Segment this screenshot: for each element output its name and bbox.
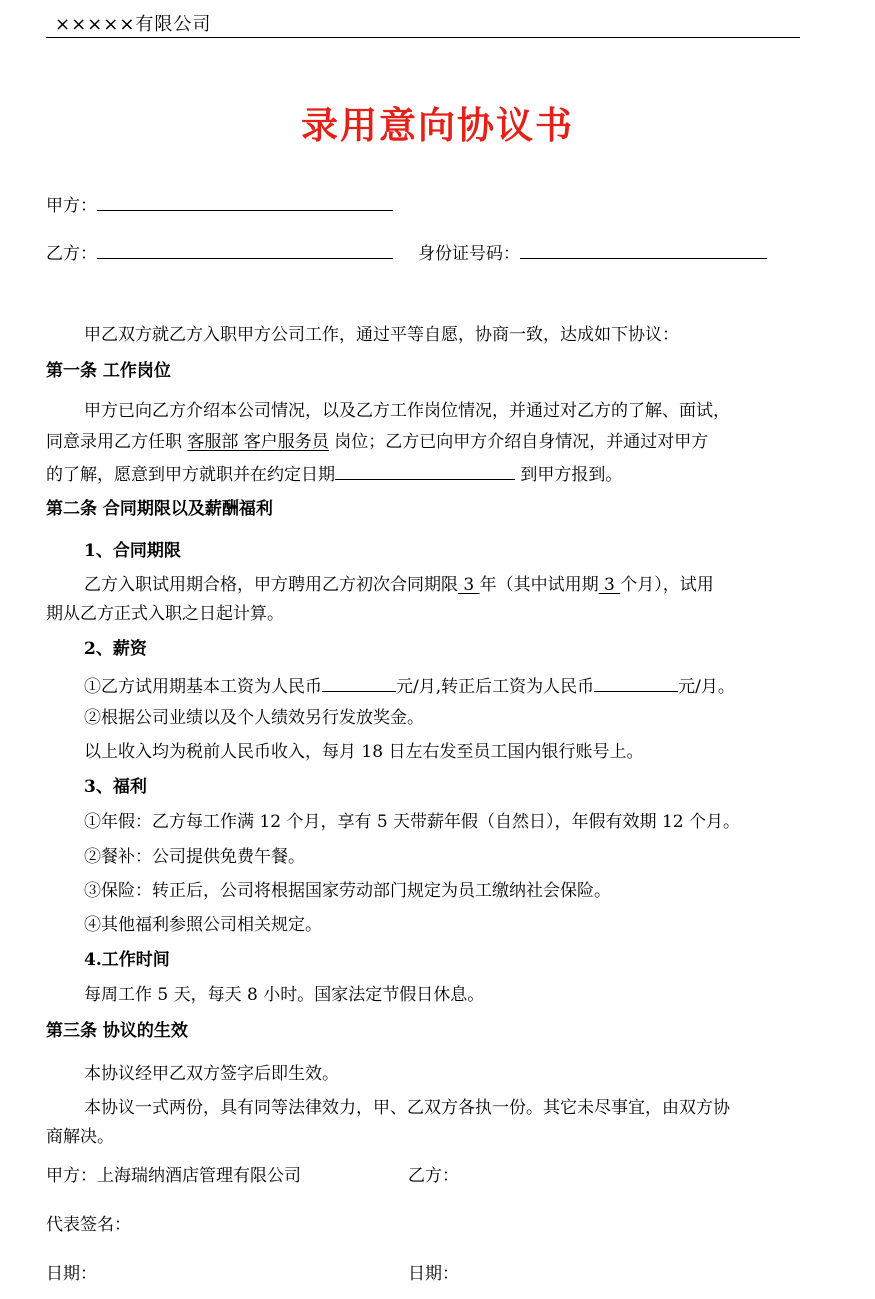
id-number-row xyxy=(418,240,767,265)
article1-line1: 甲方已向乙方介绍本公司情况，以及乙方工作岗位情况，并通过对乙方的了解、面试， xyxy=(84,401,730,421)
salary-line3: 以上收入均为税前人民币收入，每月 18 日左右发至员工国内银行账号上。 xyxy=(84,742,644,762)
article1-line2-b: 岗位；乙方已向甲方介绍自身情况，并通过对甲方 xyxy=(328,432,709,452)
work-hours-line1: 每周工作 5 天，每天 8 小时。国家法定节假日休息。 xyxy=(84,985,485,1005)
article3-line2: 本协议一式两份，具有同等法律效力，甲、乙双方各执一份。其它未尽事宜，由双方协 xyxy=(84,1098,730,1118)
salary-line1 xyxy=(84,673,735,698)
party-a-blank[interactable] xyxy=(97,192,393,211)
salary-line1-a: ①乙方试用期基本工资为人民币 xyxy=(84,677,322,697)
article2-heading: 第二条 合同期限以及薪酬福利 xyxy=(46,499,273,519)
document-title: 录用意向协议书 xyxy=(301,104,574,147)
id-number-label: 身份证号码： xyxy=(418,244,520,264)
probation-months: 3 xyxy=(598,575,621,595)
contract-term-line1-c: 个月），试用 xyxy=(620,575,714,595)
article1-line3 xyxy=(46,461,622,486)
benefits-line2: ②餐补：公司提供免费午餐。 xyxy=(84,847,305,867)
contract-term-heading: 1、合同期限 xyxy=(84,541,181,561)
article1-line2-a: 同意录用乙方任职 xyxy=(46,432,188,452)
representative-signature: 代表签名： xyxy=(46,1215,131,1235)
probation-salary-blank[interactable] xyxy=(322,673,396,692)
party-a-row xyxy=(46,192,393,217)
signature-party-b: 乙方： xyxy=(408,1166,459,1186)
contract-term-line1-b: 年（其中试用期 xyxy=(479,575,599,595)
salary-heading: 2、薪资 xyxy=(84,639,147,659)
position-department: 客服部 客户服务员 xyxy=(187,432,329,452)
article1-line3-a: 的了解，愿意到甲方就职并在约定日期 xyxy=(46,465,335,485)
contract-term-line1-a: 乙方入职试用期合格，甲方聘用乙方初次合同期限 xyxy=(84,575,458,595)
contract-years: 3 xyxy=(458,575,480,595)
article3-line1: 本协议经甲乙双方签字后即生效。 xyxy=(84,1064,339,1084)
article3-heading: 第三条 协议的生效 xyxy=(46,1021,188,1041)
article1-line3-b: 到甲方报到。 xyxy=(515,465,623,485)
party-b-label: 乙方： xyxy=(46,244,97,264)
salary-line2: ②根据公司业绩以及个人绩效另行发放奖金。 xyxy=(84,708,424,728)
salary-line1-b: 元/月,转正后工资为人民币 xyxy=(396,677,595,697)
regular-salary-blank[interactable] xyxy=(594,673,678,692)
benefits-line1: ①年假：乙方每工作满 12 个月，享有 5 天带薪年假（自然日），年假有效期 12 个月。 xyxy=(84,812,741,832)
work-hours-heading: 4.工作时间 xyxy=(84,950,170,970)
contract-term-line2: 期从乙方正式入职之日起计算。 xyxy=(46,604,284,624)
contract-term-line1 xyxy=(84,574,714,596)
benefits-line4: ④其他福利参照公司相关规定。 xyxy=(84,915,322,935)
id-number-blank[interactable] xyxy=(520,240,767,259)
salary-line1-c: 元/月。 xyxy=(678,677,735,697)
header-company-name: ×××××有限公司 xyxy=(55,14,212,35)
party-a-label: 甲方： xyxy=(46,196,97,216)
report-date-blank[interactable] xyxy=(335,461,515,480)
signature-date-a: 日期： xyxy=(46,1264,97,1284)
benefits-heading: 3、福利 xyxy=(84,777,147,797)
party-b-blank[interactable] xyxy=(97,240,393,259)
party-b-row xyxy=(46,240,393,265)
benefits-line3: ③保险：转正后，公司将根据国家劳动部门规定为员工缴纳社会保险。 xyxy=(84,881,611,901)
article1-line2 xyxy=(46,431,708,453)
signature-date-b: 日期： xyxy=(408,1264,459,1284)
header-rule xyxy=(46,37,800,38)
article1-heading: 第一条 工作岗位 xyxy=(46,361,171,381)
article3-line3: 商解决。 xyxy=(46,1127,114,1147)
intro-paragraph: 甲乙双方就乙方入职甲方公司工作，通过平等自愿，协商一致，达成如下协议： xyxy=(84,325,679,345)
signature-party-a: 甲方：上海瑞纳酒店管理有限公司 xyxy=(46,1166,301,1186)
